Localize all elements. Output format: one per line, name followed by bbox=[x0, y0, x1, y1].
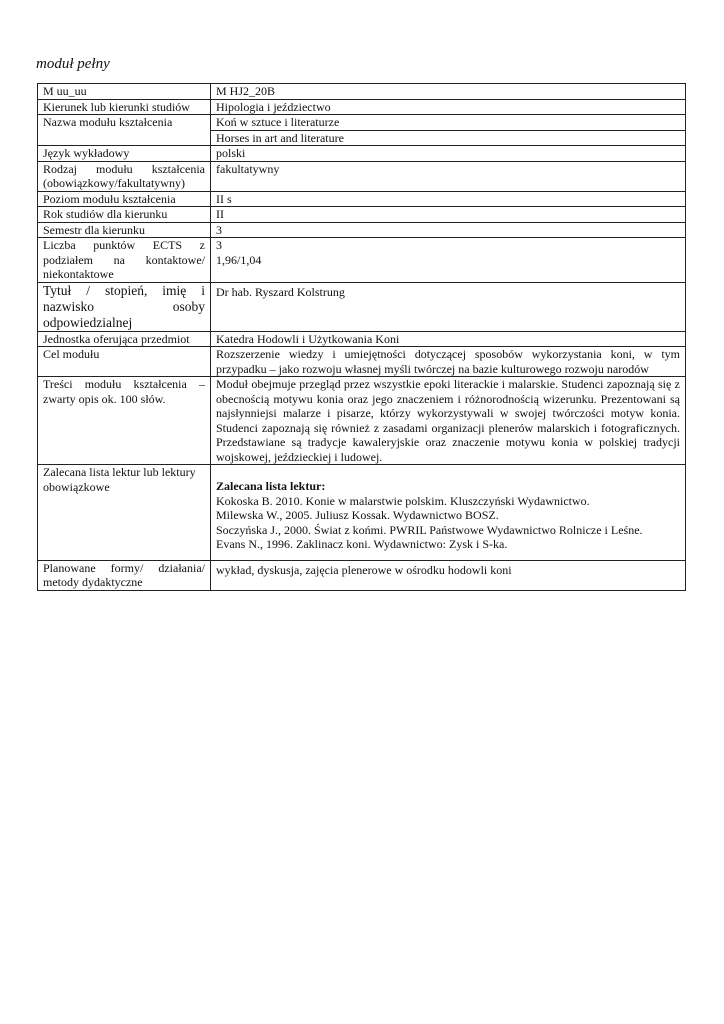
reading-title: Zalecana lista lektur: bbox=[216, 479, 326, 493]
row-unit bbox=[38, 331, 686, 347]
row-language bbox=[38, 146, 686, 162]
reading-item: Soczyńska J., 2000. Świat z końmi. PWRIL Państwowe Wydawnictwo Rolnicze i Leśne. bbox=[216, 522, 643, 537]
unit-label: Jednostka oferująca przedmiot bbox=[38, 331, 211, 347]
module-type-value: fakultatywny bbox=[211, 161, 686, 191]
reading-item: Evans N., 1996. Zaklinacz koni. Wydawnictwo: Zysk i S-ka. bbox=[216, 537, 508, 551]
module-type-label-2: (obowiązkowy/fakultatywny) bbox=[43, 176, 185, 190]
year-label: Rok studiów dla kierunku bbox=[38, 207, 211, 223]
row-year bbox=[38, 207, 686, 223]
row-ects bbox=[38, 238, 686, 283]
language-label: Język wykładowy bbox=[38, 146, 211, 162]
reading-value bbox=[211, 465, 686, 561]
field-value: Hipologia i jeździectwo bbox=[211, 99, 686, 115]
content-value: Moduł obejmuje przegląd przez wszystkie epoki literackie i malarskie. Studenci zapoznają się z obecnością motywu konia oraz jego znaczeniem i różnorodnością wizerunku. Prezentowani są najsłynniejsi malarze i pisarze, którzy wykorzystywali w swojej twórczości motyw konia. Studenci zapoznają się również z zasadami organizacji plenerów malarskich i fotograficznych. Przedstawiane są tradycje kawaleryjskie oraz znaczenie motywu konia w polskiej tradycji wojskowej, jeździeckiej i ludowej. bbox=[211, 377, 686, 465]
row-reading bbox=[38, 465, 686, 561]
level-label: Poziom modułu kształcenia bbox=[38, 191, 211, 207]
page-heading: moduł pełny bbox=[36, 56, 110, 72]
methods-label: Planowane formy/ działania/ metody dydaktyczne bbox=[38, 560, 211, 590]
semester-value: 3 bbox=[211, 222, 686, 238]
row-field bbox=[38, 99, 686, 115]
row-code bbox=[38, 84, 686, 100]
row-module-type bbox=[38, 161, 686, 191]
ects-split: 1,96/1,04 bbox=[216, 252, 262, 267]
methods-value: wykład, dyskusja, zajęcia plenerowe w ośrodku hodowli koni bbox=[211, 560, 686, 590]
reading-label: Zalecana lista lektur lub lektury obowiązkowe bbox=[38, 465, 211, 561]
code-value: M HJ2_20B bbox=[211, 84, 686, 100]
module-name-pl: Koń w sztuce i literaturze bbox=[216, 115, 340, 129]
reading-item: Kokoska B. 2010. Konie w malarstwie polskim. Kluszczyński Wydawnictwo. bbox=[216, 493, 590, 508]
year-value: II bbox=[211, 207, 686, 223]
module-name-label: Nazwa modułu kształcenia bbox=[38, 115, 211, 146]
module-name-value bbox=[211, 115, 686, 146]
row-module-name bbox=[38, 115, 686, 146]
code-label: M uu_uu bbox=[38, 84, 211, 100]
ects-label: Liczba punktów ECTS z podziałem na kontaktowe/ niekontaktowe bbox=[38, 238, 211, 283]
ects-value bbox=[211, 238, 686, 283]
row-goal bbox=[38, 347, 686, 377]
module-type-label-1: Rodzaj modułu kształcenia bbox=[43, 161, 205, 176]
lecturer-label: Tytuł / stopień, imię i nazwisko osoby odpowiedzialnej bbox=[38, 282, 211, 331]
module-type-label bbox=[38, 161, 211, 191]
language-value: polski bbox=[211, 146, 686, 162]
ects-total: 3 bbox=[216, 238, 222, 252]
row-content bbox=[38, 377, 686, 465]
row-lecturer bbox=[38, 282, 686, 331]
semester-label: Semestr dla kierunku bbox=[38, 222, 211, 238]
unit-value: Katedra Hodowli i Użytkowania Koni bbox=[211, 331, 686, 347]
content-label: Treści modułu kształcenia – zwarty opis ok. 100 słów. bbox=[38, 377, 211, 465]
row-methods bbox=[38, 560, 686, 590]
level-value: II s bbox=[211, 191, 686, 207]
row-semester bbox=[38, 222, 686, 238]
goal-value: Rozszerzenie wiedzy i umiejętności dotyczącej sposobów wykorzystania koni, w tym przypadku – jako rozwoju własnej myśli twórczej na bazie kulturowego rozwoju narodów bbox=[211, 347, 686, 377]
lecturer-value: Dr hab. Ryszard Kolstrung bbox=[211, 282, 686, 331]
goal-label: Cel modułu bbox=[38, 347, 211, 377]
reading-item: Milewska W., 2005. Juliusz Kossak. Wydawnictwo BOSZ. bbox=[216, 508, 499, 522]
syllabus-table bbox=[37, 83, 686, 591]
field-label: Kierunek lub kierunki studiów bbox=[38, 99, 211, 115]
row-level bbox=[38, 191, 686, 207]
module-name-en: Horses in art and literature bbox=[211, 130, 685, 146]
